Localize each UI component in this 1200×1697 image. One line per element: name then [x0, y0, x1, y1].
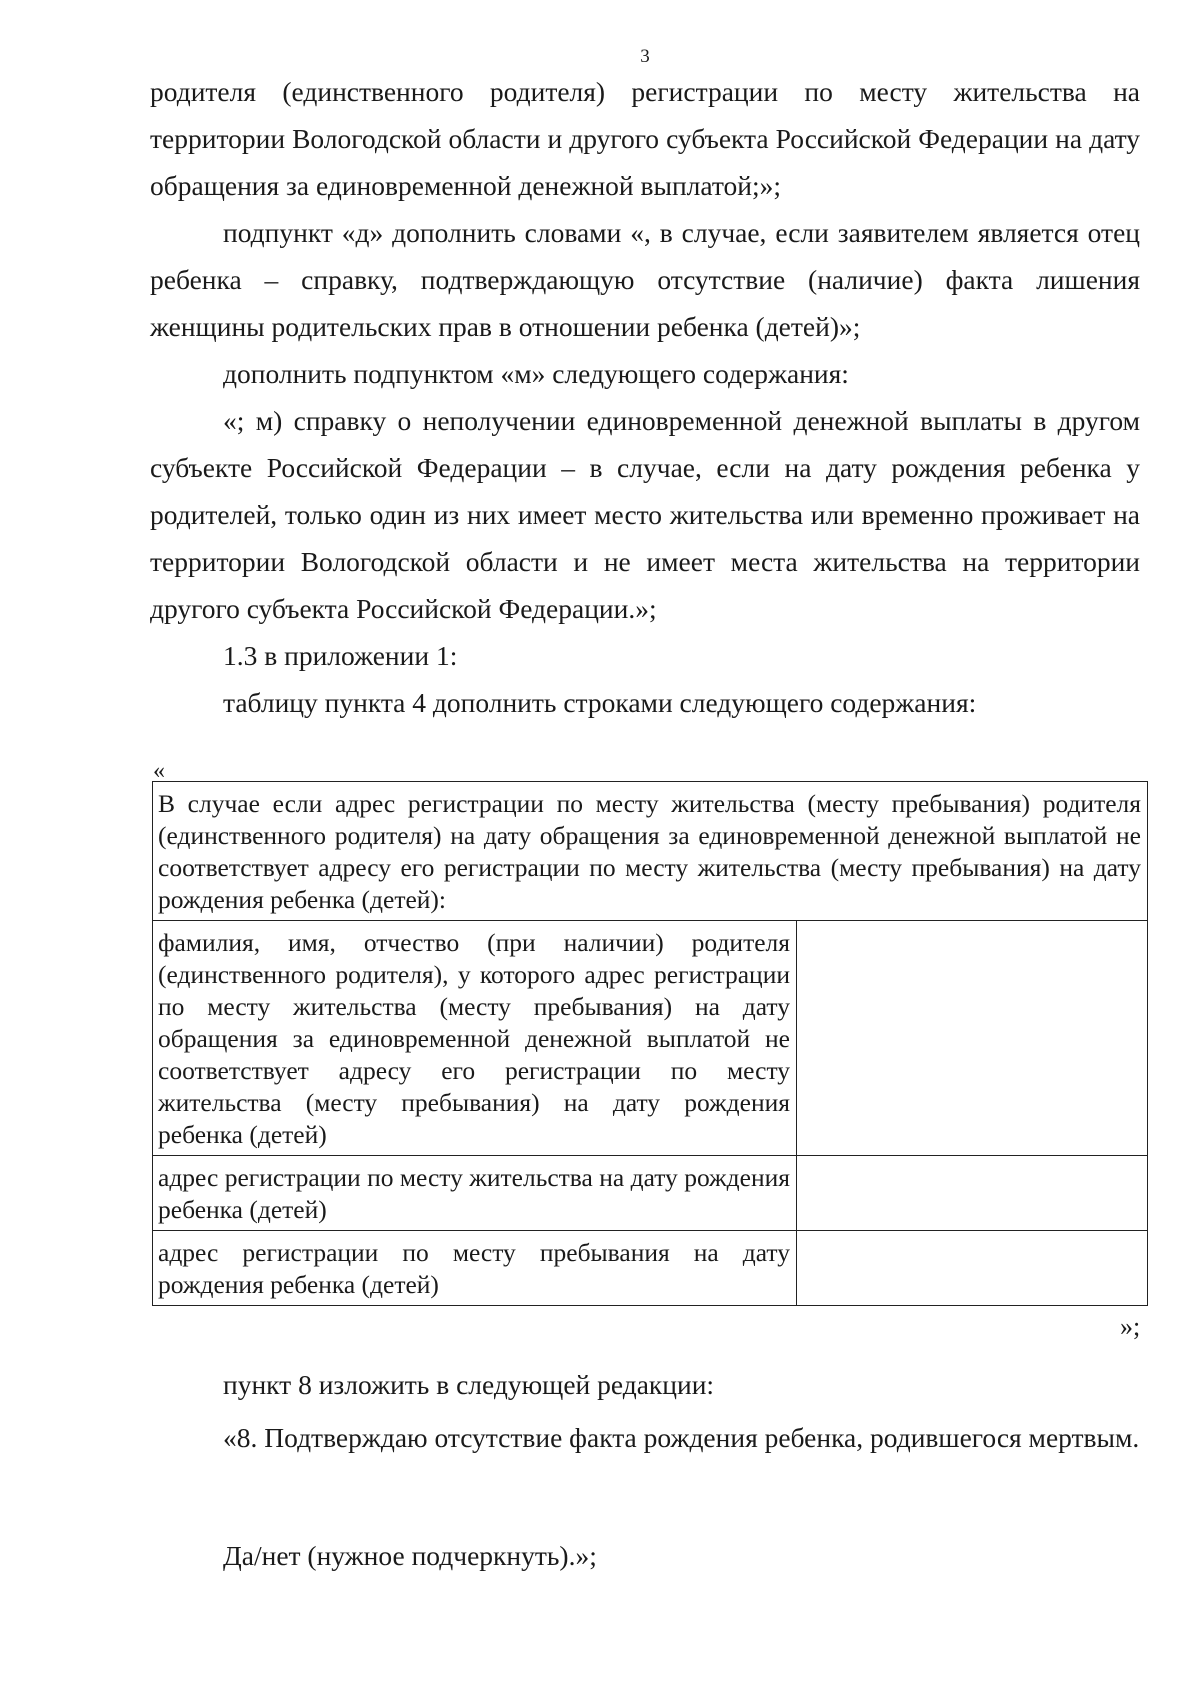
- table-row-value: [797, 921, 1148, 1156]
- paragraph-subpoint-m-text: «; м) справку о неполучении единовременной денежной выплаты в другом субъекте Российской Федерации – в случае, если на дату рождения ребенка у родителей, только один из них имеет место жительства или временно проживает на территории Вологодской области и не имеет места жительства на территории другого субъекта Российской Федерации.»;: [150, 405, 1140, 624]
- table-row-value: [797, 1156, 1148, 1231]
- table-header-cell: В случае если адрес регистрации по месту жительства (месту пребывания) родителя (единственного родителя) на дату обращения за единовременной денежной выплатой не соответствует адресу его регистрации по месту жительства (месту пребывания) на дату рождения ребенка (детей):: [153, 782, 1148, 921]
- table-row-label: адрес регистрации по месту пребывания на дату рождения ребенка (детей): [153, 1231, 797, 1306]
- paragraph-appendix-1: 1.3 в приложении 1:: [223, 640, 458, 671]
- paragraph-subpoint-d: подпункт «д» дополнить словами «, в случае, если заявителем является отец ребенка – справку, подтверждающую отсутствие (наличие) факта лишения женщины родительских прав в отношении ребенка (детей)»;: [150, 217, 1140, 342]
- table-close-quote: »;: [1120, 1312, 1141, 1341]
- table-row: [153, 1231, 1148, 1306]
- paragraph-continuation: родителя (единственного родителя) регистрации по месту жительства на территории Вологодской области и другого субъекта Российской Федерации на дату обращения за единовременной денежной выплатой;»;: [150, 76, 1140, 201]
- page-number: 3: [640, 46, 650, 67]
- appendix-table: [152, 781, 1148, 1306]
- paragraph-point-8: пункт 8 изложить в следующей редакции:: [223, 1369, 715, 1400]
- paragraph-table-intro: таблицу пункта 4 дополнить строками следующего содержания:: [223, 687, 977, 718]
- table-row: [153, 1156, 1148, 1231]
- table-row-label: адрес регистрации по месту жительства на дату рождения ребенка (детей): [153, 1156, 797, 1231]
- table-row-value: [797, 1231, 1148, 1306]
- table-row-label: фамилия, имя, отчество (при наличии) родителя (единственного родителя), у которого адрес регистрации по месту жительства (месту пребывания) на дату обращения за единовременной денежной выплатой не соответствует адресу его регистрации по месту жительства (месту пребывания) на дату рождения ребенка (детей): [153, 921, 797, 1156]
- paragraph-point-8-text: «8. Подтверждаю отсутствие факта рождения ребенка, родившегося мертвым.: [223, 1422, 1140, 1453]
- table-open-quote: «: [153, 758, 165, 784]
- table-row: [153, 921, 1148, 1156]
- paragraph-add-subpoint-m: дополнить подпунктом «м» следующего содержания:: [223, 358, 849, 389]
- paragraph-yes-no: Да/нет (нужное подчеркнуть).»;: [223, 1540, 597, 1571]
